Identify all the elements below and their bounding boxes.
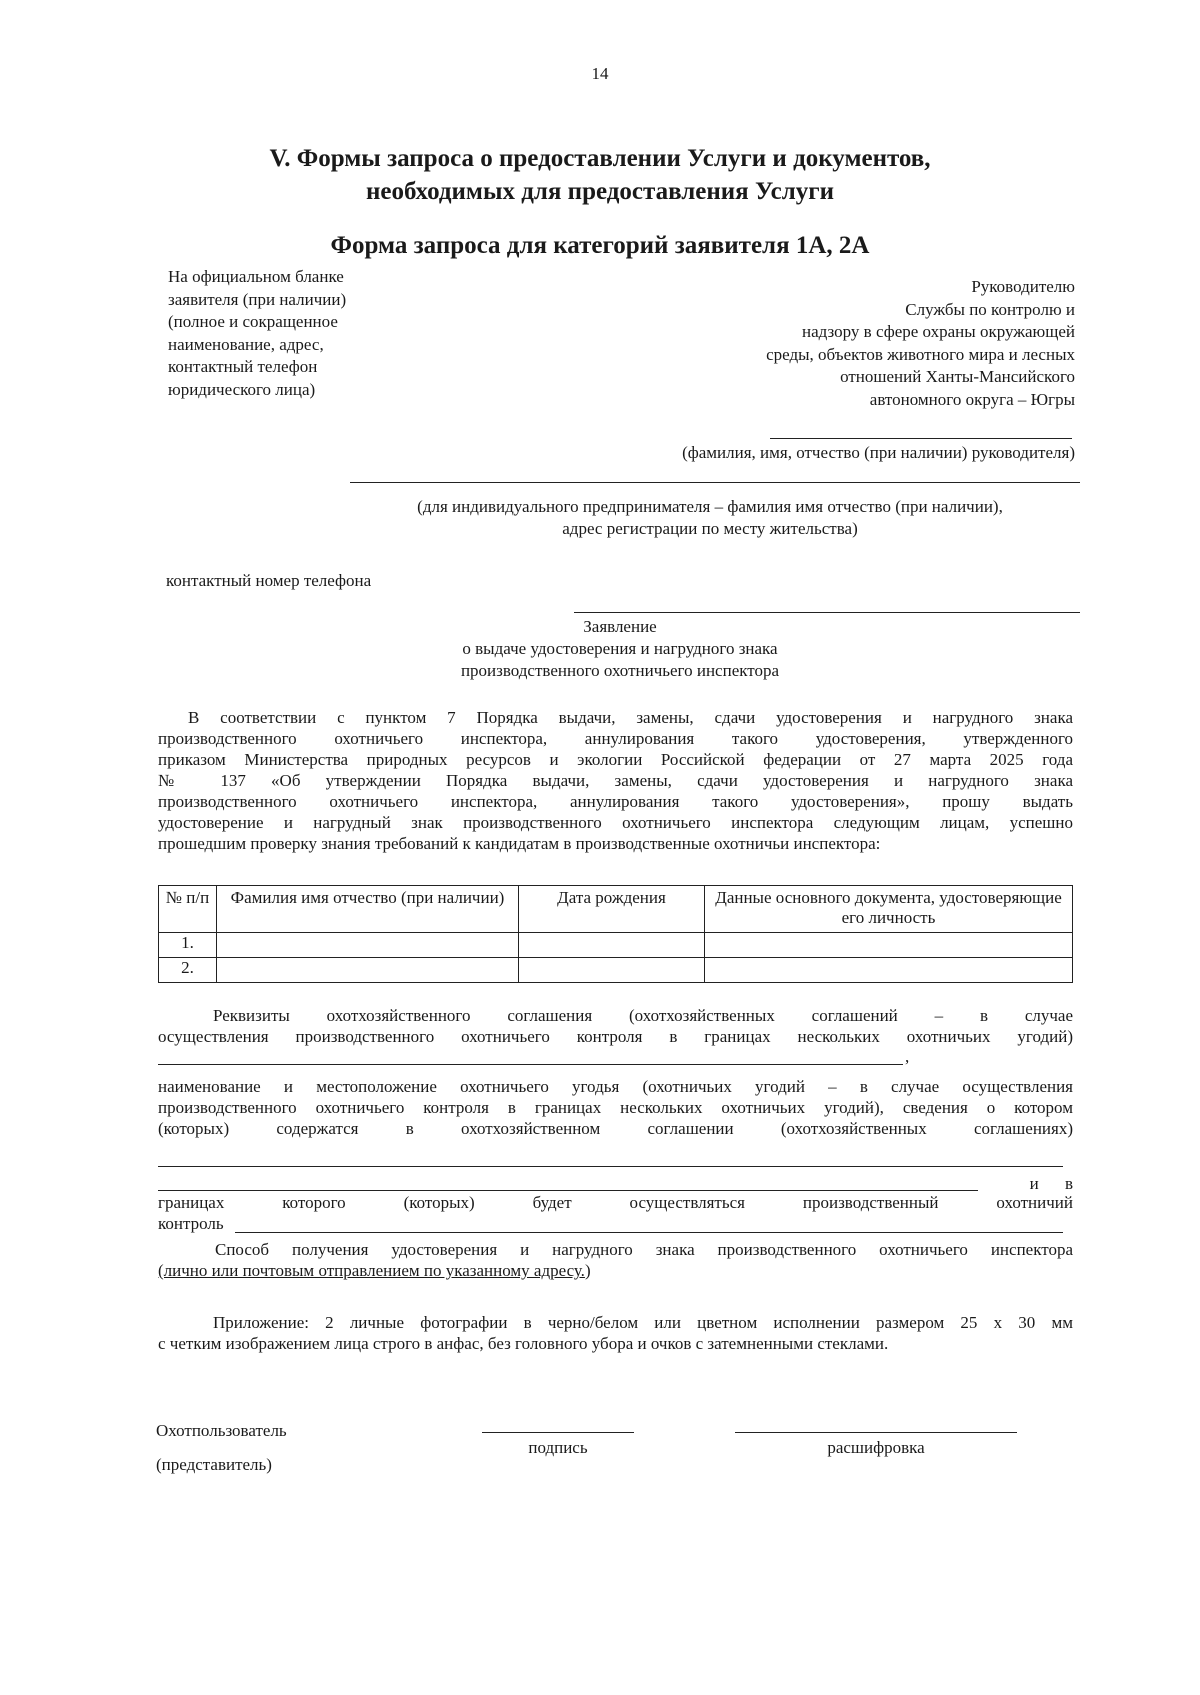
form-title: Форма запроса для категорий заявителя 1А, 2А [330, 232, 870, 259]
hunting-line-last: (которых) содержатся в охотхозяйственном соглашении (охотхозяйственных соглашениях) [158, 1119, 1073, 1138]
addressee-line: среды, объектов животного мира и лесных [766, 344, 1075, 364]
body-line: В соответствии с пунктом 7 Порядка выдачи, замены, сдачи удостоверения и нагрудного знака [188, 708, 1073, 727]
boundaries-line: границах которого (которых) будет осуществляться производственный охотничий [158, 1193, 1073, 1212]
letterhead-line: контактный телефон [168, 357, 318, 376]
control-label: контроль [158, 1214, 224, 1233]
letterhead-line: На официальном бланке [168, 267, 344, 286]
full-name-cell[interactable] [217, 933, 519, 958]
head-name-fill-line[interactable] [770, 438, 1072, 439]
receipt-method-line-1: Способ получения удостоверения и нагрудного знака производственного охотничьего инспектора [215, 1240, 1073, 1259]
header-full-name: Фамилия имя отчество (при наличии) [217, 886, 519, 933]
attachment-line-1: Приложение: 2 личные фотографии в черно/белом или цветном исполнении размером 25 х 30 мм [213, 1313, 1073, 1332]
row-number: 2. [159, 958, 217, 983]
birth-date-cell[interactable] [519, 958, 705, 983]
decoding-caption: расшифровка [827, 1438, 925, 1457]
addressee-line: Службы по контролю и [905, 299, 1075, 319]
table-header-row [159, 886, 1073, 933]
letterhead-line: юридического лица) [168, 379, 316, 399]
letterhead-line: (полное и сокращенное [168, 312, 338, 331]
addressee-block [600, 276, 1075, 411]
row-number: 1. [159, 933, 217, 958]
ip-caption-line-1: (для индивидуального предпринимателя – фамилия имя отчество (при наличии), [417, 497, 1003, 516]
statement-title: Заявление [583, 617, 657, 636]
body-line: № 137 «Об утверждении Порядка выдачи, замены, сдачи удостоверения и нагрудного знака [158, 771, 1073, 790]
body-line: удостоверение и нагрудный знак производственного охотничьего инспектора следующим лицам, успешно [158, 813, 1073, 832]
statement-body [158, 707, 1073, 854]
hunting-fill-line-1[interactable] [158, 1166, 1063, 1167]
persons-table [158, 885, 1073, 983]
body-line-last: прошедшим проверку знания требований к кандидатам в производственные охотничьи инспектора: [158, 834, 881, 853]
applicant-fill-line[interactable] [350, 482, 1080, 483]
requisites-paragraph [158, 1005, 1073, 1047]
hunting-ground-paragraph [158, 1076, 1073, 1139]
addressee-line: отношений Ханты-Мансийского [840, 367, 1075, 386]
body-line: приказом Министерства природных ресурсов и экологии Российской федерации от 27 марта 2025 года [158, 750, 1073, 769]
statement-heading [330, 616, 910, 682]
receipt-method-options: (лично или почтовым отправлением по указанному адресу. [158, 1261, 585, 1280]
contact-phone-label: контактный номер телефона [166, 571, 372, 590]
requisites-comma: , [905, 1047, 910, 1066]
body-line: производственного охотничьего инспектора, аннулирования такого удостоверения, утвержденного [158, 729, 1073, 748]
letterhead-note [168, 266, 418, 401]
identity-document-cell[interactable] [705, 933, 1073, 958]
receipt-method [158, 1239, 1073, 1281]
statement-subtitle-1: о выдаче удостоверения и нагрудного знака [462, 639, 778, 658]
attachment-note [158, 1312, 1073, 1354]
addressee-line: Руководителю [971, 277, 1075, 296]
identity-document-cell[interactable] [705, 958, 1073, 983]
ip-caption [340, 496, 1080, 540]
requisites-line-1: Реквизиты охотхозяйственного соглашения (охотхозяйственных соглашений – в случае [213, 1006, 1073, 1025]
table-row [159, 933, 1073, 958]
addressee-line: надзору в сфере охраны окружающей [802, 322, 1075, 341]
contact-phone-fill-line[interactable] [574, 612, 1080, 613]
decoding-fill-line[interactable] [735, 1432, 1017, 1433]
signature-caption: подпись [528, 1438, 588, 1457]
hunting-fill-line-2[interactable] [158, 1190, 978, 1191]
statement-subtitle-2: производственного охотничьего инспектора [460, 661, 780, 680]
attachment-line-2: с четким изображением лица строго в анфас, без головного убора и очков с затемненными стеклами. [158, 1334, 889, 1353]
section-title-line-2: необходимых для предоставления Услуги [366, 178, 834, 205]
ip-caption-line-2: адрес регистрации по месту жительства) [562, 519, 858, 538]
hunting-line: наименование и местоположение охотничьего угодья (охотничьих угодий – в случае осуществления [158, 1077, 1073, 1096]
full-name-cell[interactable] [217, 958, 519, 983]
and-in-label: и в [1029, 1174, 1073, 1193]
section-title-line-1: V. Формы запроса о предоставлении Услуги и документов, [269, 145, 931, 172]
letterhead-line: наименование, адрес, [168, 334, 324, 354]
section-title [150, 142, 1050, 208]
signer-label [156, 1414, 287, 1482]
header-identity-document: Данные основного документа, удостоверяющие его личность [705, 886, 1073, 933]
body-line: производственного охотничьего инспектора, аннулирования такого удостоверения», прошу выдать [158, 792, 1073, 811]
header-birth-date: Дата рождения [519, 886, 705, 933]
signature-fill-line[interactable] [482, 1432, 634, 1433]
requisites-line-2: осуществления производственного охотничьего контроля в границах нескольких охотничьих угодий) [158, 1027, 1073, 1046]
control-fill-line[interactable] [235, 1232, 1063, 1233]
head-name-caption: (фамилия, имя, отчество (при наличии) руководителя) [682, 443, 1075, 462]
signer-line-2: (представитель) [156, 1455, 272, 1474]
addressee-line: автономного округа – Югры [869, 389, 1075, 409]
signer-line-1: Охотпользователь [156, 1421, 287, 1440]
page-number: 14 [591, 64, 609, 83]
hunting-line: производственного охотничьего контроля в границах нескольких охотничьих угодий), сведения о котором [158, 1098, 1073, 1117]
header-number: № п/п [159, 886, 217, 933]
requisites-fill-line[interactable] [158, 1064, 903, 1065]
receipt-method-close: ) [584, 1261, 591, 1280]
birth-date-cell[interactable] [519, 933, 705, 958]
letterhead-line: заявителя (при наличии) [168, 289, 347, 309]
table-row [159, 958, 1073, 983]
